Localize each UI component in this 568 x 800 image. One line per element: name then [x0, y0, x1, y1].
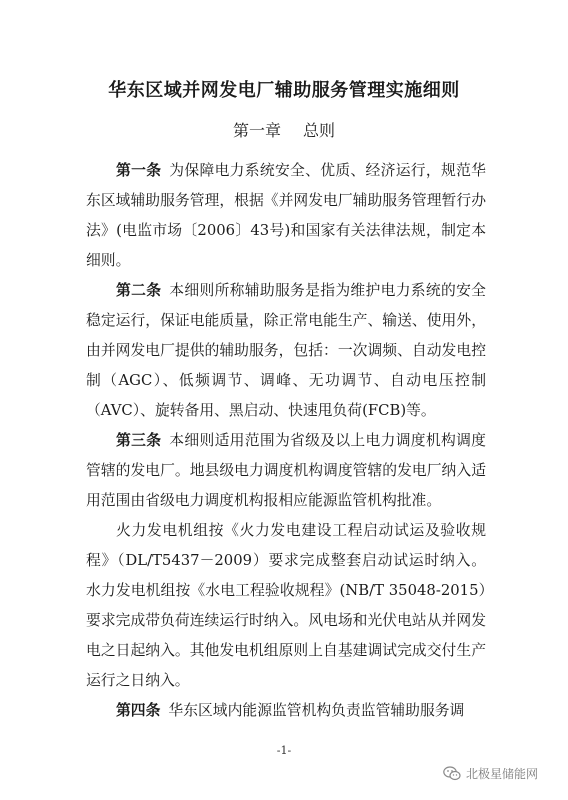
page-number: -1-	[276, 744, 292, 757]
chapter-name: 总则	[303, 121, 336, 140]
article-text: 本细则所称辅助服务是指为维护电力系统的安全稳定运行，保证电能质量，除正常电能生产、输送、使用外，由并网发电厂提供的辅助服务，包括：一次调频、自动发电控制（AGC）、低频调节、调峰、无功调节、自动电压控制（AVC）、旋转备用、黑启动、快速甩负荷(FCB)等。	[86, 282, 486, 419]
wechat-icon	[443, 766, 461, 781]
watermark-text: 北极星储能网	[465, 767, 538, 781]
article-label: 第四条	[116, 702, 161, 719]
article-paragraph	[86, 276, 486, 426]
article-text: 本细则适用范围为省级及以上电力调度机构调度管辖的发电厂。地县级电力调度机构调度管辖的发电厂纳入适用范围由省级电力调度机构报相应能源监管机构批准。	[86, 432, 486, 509]
article-label: 第一条	[116, 162, 162, 179]
article-label: 第二条	[116, 282, 162, 299]
article-text: 火力发电机组按《火力发电建设工程启动试运及验收规程》（DL/T5437－2009）要求完成整套启动试运时纳入。水力发电机组按《水电工程验收规程》(NB/T 35048-2015）要求完成带负荷连续运行时纳入。风电场和光伏电站从并网发电之日起纳入。其他发电机组原则上自基建调试完成交付生产运行之日纳入。	[86, 522, 486, 689]
article-paragraph	[86, 426, 486, 516]
article-paragraph	[86, 156, 486, 276]
source-watermark	[443, 765, 538, 782]
article-label: 第三条	[116, 432, 162, 449]
document-body	[86, 156, 486, 726]
article-text: 为保障电力系统安全、优质、经济运行，规范华东区域辅助服务管理，根据《并网发电厂辅助服务管理暂行办法》(电监市场〔2006〕43号)和国家有关法律法规，制定本细则。	[86, 162, 486, 269]
article-continuation-paragraph	[86, 516, 486, 696]
document-title: 华东区域并网发电厂辅助服务管理实施细则	[108, 80, 460, 101]
chapter-number: 第一章	[232, 121, 281, 140]
article-text: 华东区域内能源监管机构负责监管辅助服务调	[168, 702, 465, 719]
chapter-heading	[0, 118, 568, 141]
article-paragraph	[86, 696, 486, 726]
